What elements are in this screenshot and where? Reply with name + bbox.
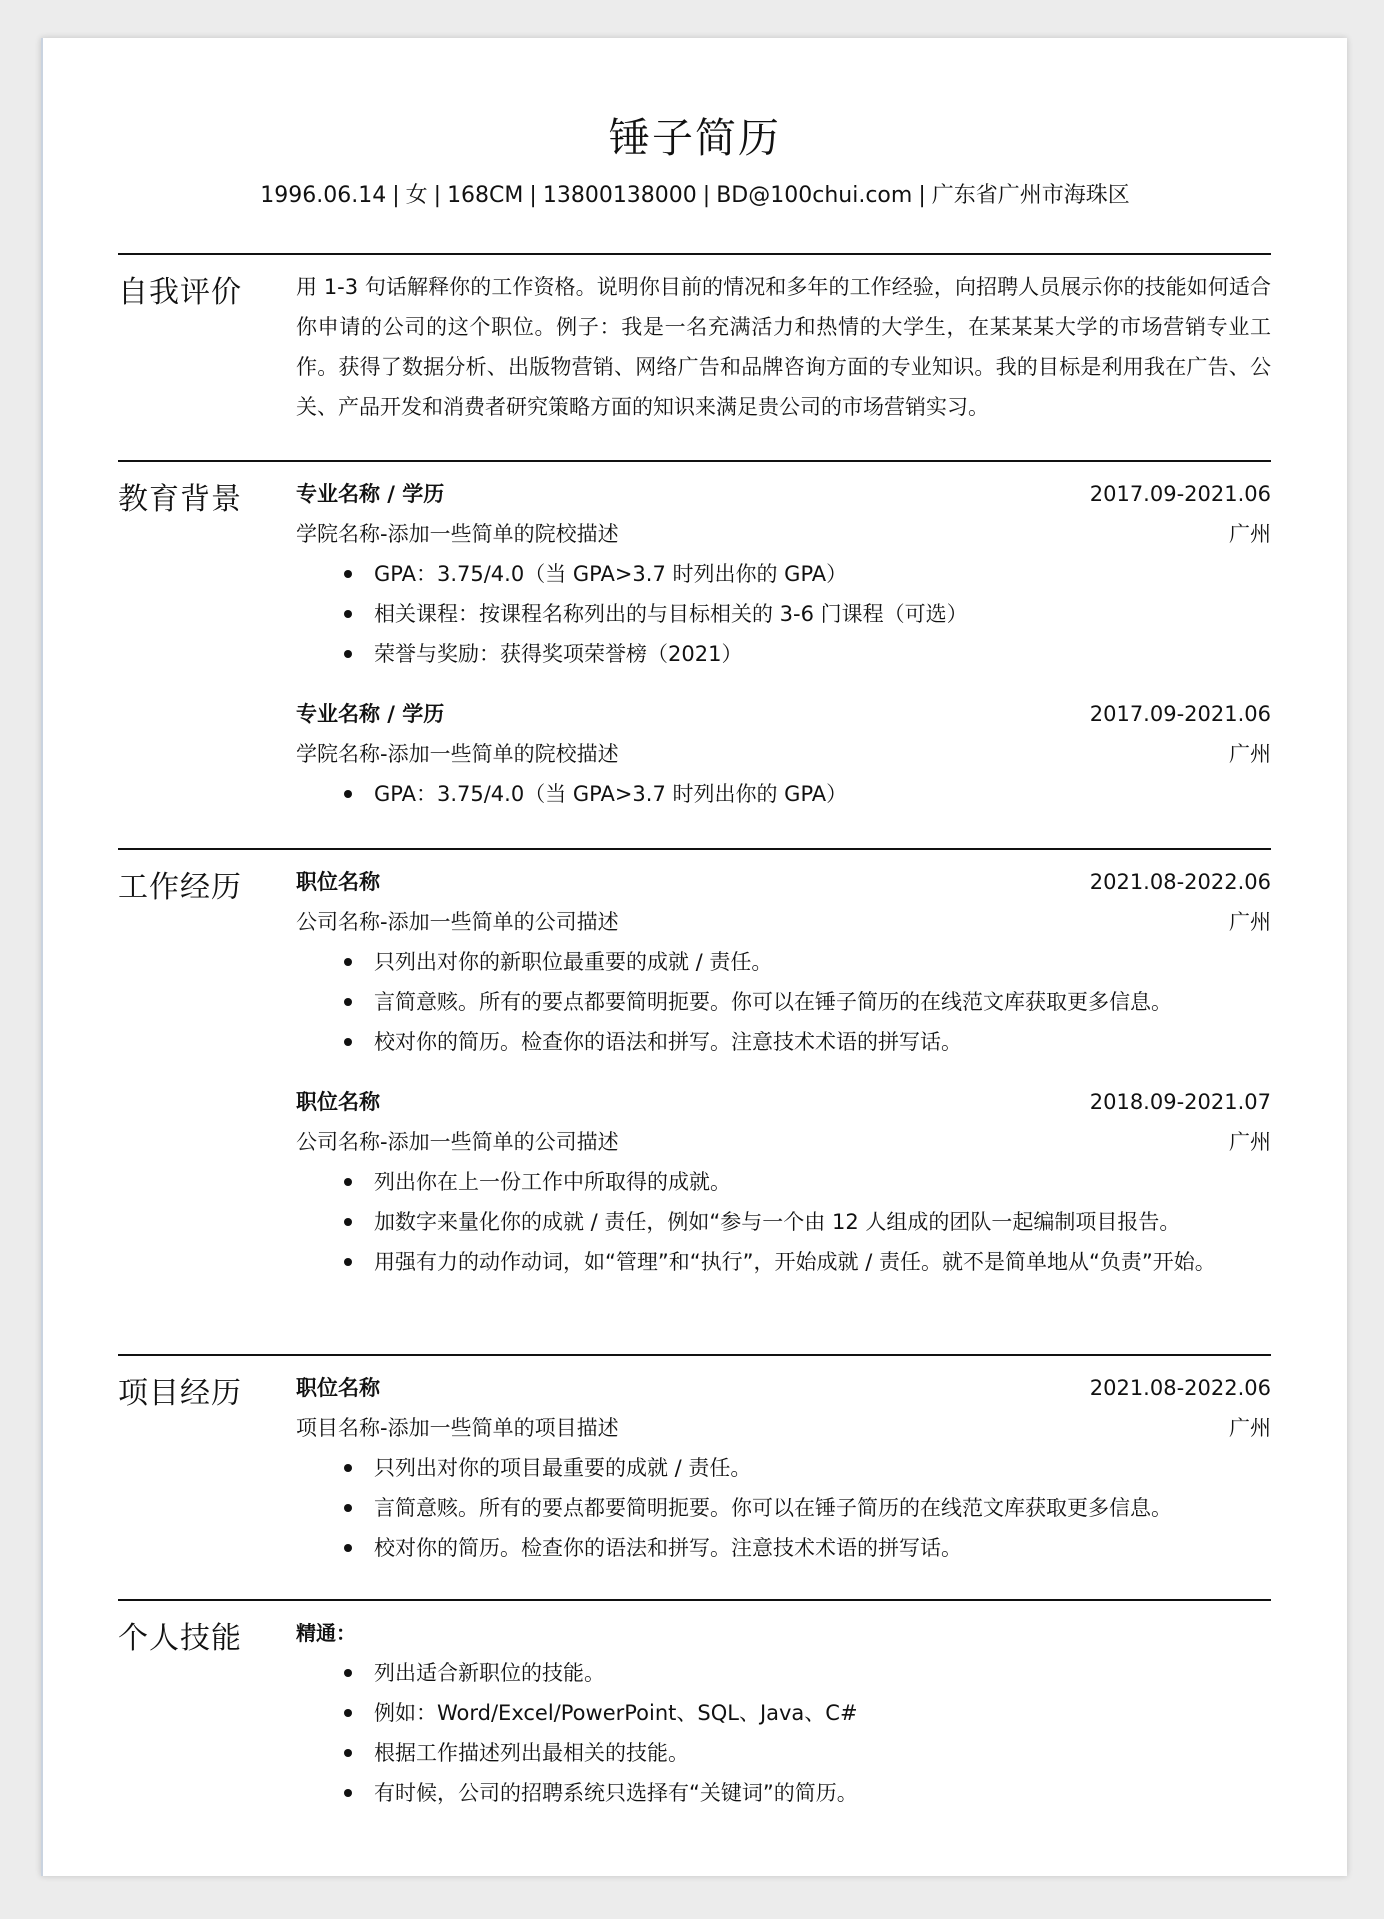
- education-entry: [296, 474, 1271, 674]
- entry-place: 广州: [1229, 522, 1271, 546]
- personal-info-line: 1996.06.14 | 女 | 168CM | 13800138000 | BD@100chui.com | 广东省广州市海珠区: [260, 183, 1130, 208]
- location: 广东省广州市海珠区: [931, 183, 1130, 208]
- entry-place: 广州: [1229, 910, 1271, 934]
- skills-heading: 精通：: [296, 1621, 356, 1645]
- work-entry: [296, 862, 1271, 1062]
- section-title: 项目经历: [118, 1376, 242, 1411]
- bullet-item: 用强有力的动作动词，如“管理”和“执行”，开始成就 / 责任。就不是简单地从“负责”开始。: [374, 1242, 1271, 1282]
- bullet-item: 列出适合新职位的技能。: [374, 1653, 1271, 1693]
- skills-section: [118, 1599, 1271, 1805]
- bullet-item: 相关课程：按课程名称列出的与目标相关的 3-6 门课程（可选）: [374, 594, 1271, 634]
- section-title: 自我评价: [118, 275, 242, 310]
- self-evaluation-text: 用 1-3 句话解释你的工作资格。说明你目前的情况和多年的工作经验，向招聘人员展示你的技能如何适合你申请的公司的这个职位。例子：我是一名充满活力和热情的大学生，在某某某大学的市场营销专业工作。获得了数据分析、出版物营销、网络广告和品牌咨询方面的专业知识。我的目标是利用我在广告、公关、产品开发和消费者研究策略方面的知识来满足贵公司的市场营销实习。: [296, 275, 1271, 419]
- entry-subtitle: 公司名称-添加一些简单的公司描述: [296, 1130, 619, 1154]
- email: BD@100chui.com: [716, 183, 913, 208]
- bullet-item: 根据工作描述列出最相关的技能。: [374, 1733, 1271, 1773]
- bullet-item: 校对你的简历。检查你的语法和拼写。注意技术术语的拼写话。: [374, 1022, 1271, 1062]
- height: 168CM: [447, 183, 524, 208]
- entry-heading: 专业名称 / 学历: [296, 702, 445, 726]
- entry-heading: 职位名称: [296, 1090, 380, 1114]
- bullet-item: 言简意赅。所有的要点都要简明扼要。你可以在锤子简历的在线范文库获取更多信息。: [374, 982, 1271, 1022]
- bullet-item: 言简意赅。所有的要点都要简明扼要。你可以在锤子简历的在线范文库获取更多信息。: [374, 1488, 1271, 1528]
- entry-date: 2021.08-2022.06: [1089, 1376, 1271, 1400]
- entry-date: 2017.09-2021.06: [1089, 702, 1271, 726]
- project-entry: [296, 1368, 1271, 1568]
- entry-date: 2017.09-2021.06: [1089, 482, 1271, 506]
- bullet-item: GPA：3.75/4.0（当 GPA>3.7 时列出你的 GPA）: [374, 774, 1271, 814]
- entry-heading: 专业名称 / 学历: [296, 482, 445, 506]
- entry-date: 2018.09-2021.07: [1089, 1090, 1271, 1114]
- entry-heading: 职位名称: [296, 870, 380, 894]
- section-title: 教育背景: [118, 482, 242, 517]
- project-experience-section: [118, 1354, 1271, 1560]
- self-evaluation-section: [118, 253, 1271, 419]
- work-experience-section: [118, 848, 1271, 1274]
- bullet-item: 列出你在上一份工作中所取得的成就。: [374, 1162, 1271, 1202]
- resume-header: [43, 110, 1347, 212]
- education-entry: [296, 694, 1271, 814]
- bullet-item: 有时候，公司的招聘系统只选择有“关键词”的简历。: [374, 1773, 1271, 1813]
- birth-date: 1996.06.14: [260, 183, 387, 208]
- bullet-item: 校对你的简历。检查你的语法和拼写。注意技术术语的拼写话。: [374, 1528, 1271, 1568]
- bullet-item: 只列出对你的新职位最重要的成就 / 责任。: [374, 942, 1271, 982]
- work-entry: [296, 1082, 1271, 1282]
- entry-subtitle: 项目名称-添加一些简单的项目描述: [296, 1416, 619, 1440]
- bullet-item: 只列出对你的项目最重要的成就 / 责任。: [374, 1448, 1271, 1488]
- bullet-item: 荣誉与奖励：获得奖项荣誉榜（2021）: [374, 634, 1271, 674]
- education-section: [118, 460, 1271, 806]
- entry-heading: 职位名称: [296, 1376, 380, 1400]
- entry-subtitle: 公司名称-添加一些简单的公司描述: [296, 910, 619, 934]
- bullet-item: 加数字来量化你的成就 / 责任，例如“参与一个由 12 人组成的团队一起编制项目报告。: [374, 1202, 1271, 1242]
- entry-subtitle: 学院名称-添加一些简单的院校描述: [296, 742, 619, 766]
- section-title: 工作经历: [118, 870, 242, 905]
- entry-subtitle: 学院名称-添加一些简单的院校描述: [296, 522, 619, 546]
- bullet-item: 例如：Word/Excel/PowerPoint、SQL、Java、C#: [374, 1693, 1271, 1733]
- gender: 女: [405, 183, 428, 208]
- phone: 13800138000: [542, 183, 697, 208]
- section-title: 个人技能: [118, 1621, 242, 1656]
- entry-place: 广州: [1229, 1416, 1271, 1440]
- entry-date: 2021.08-2022.06: [1089, 870, 1271, 894]
- entry-place: 广州: [1229, 742, 1271, 766]
- resume-title: 锤子简历: [609, 114, 781, 162]
- bullet-item: GPA：3.75/4.0（当 GPA>3.7 时列出你的 GPA）: [374, 554, 1271, 594]
- entry-place: 广州: [1229, 1130, 1271, 1154]
- resume-page: [41, 38, 1347, 1876]
